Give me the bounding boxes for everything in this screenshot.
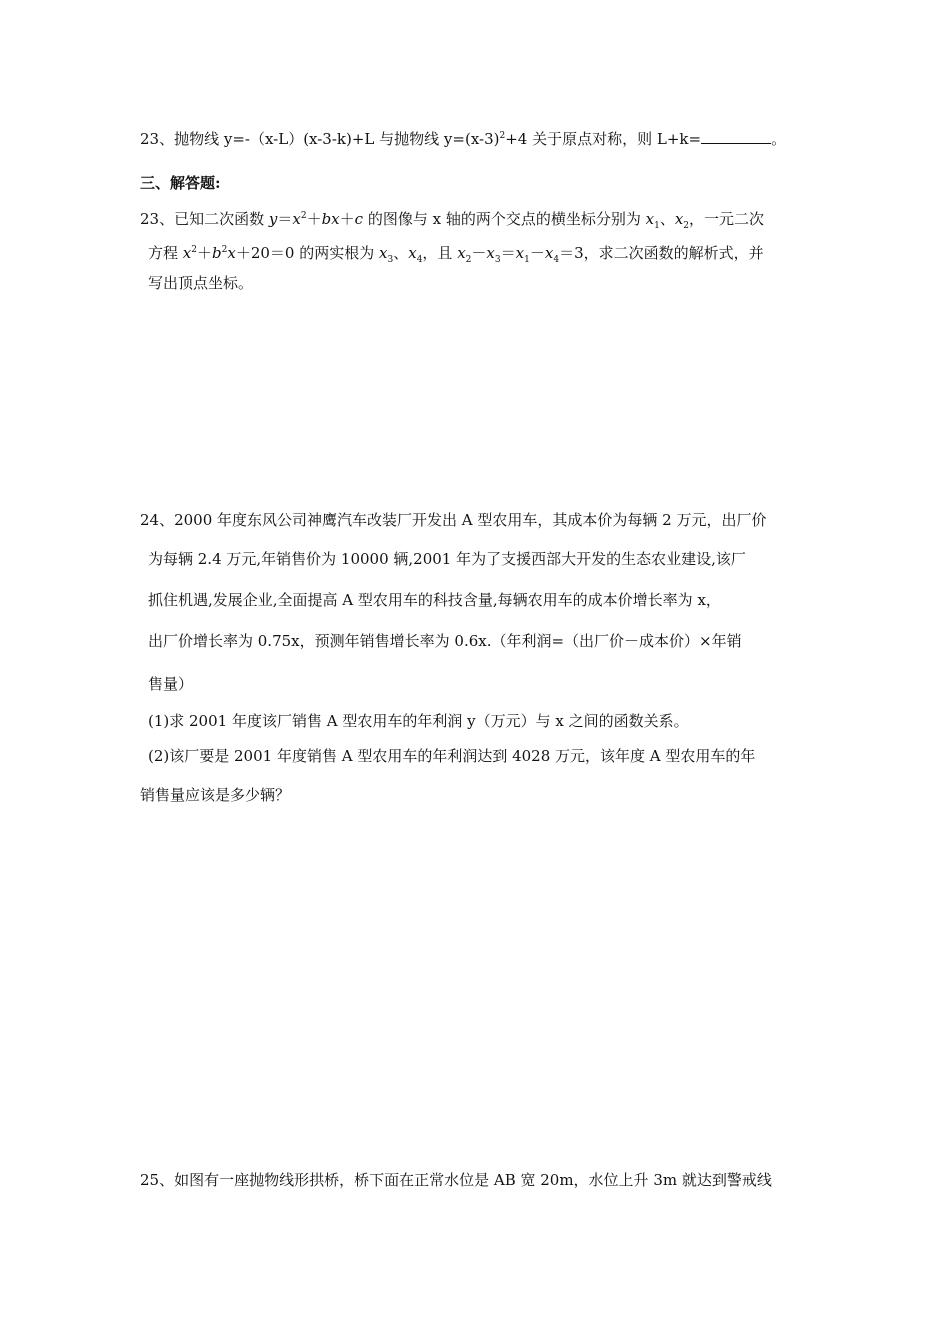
q25-line-1: 25、如图有一座抛物线形拱桥，桥下面在正常水位是 AB 宽 20m，水位上升 3m 就达到警戒线	[140, 1171, 772, 1189]
q23b-formula-1: $y=x^2+bx+c$	[268, 210, 364, 228]
q23a-text-end: 。	[771, 130, 787, 148]
q24-part-2-line-2: 销售量应该是多少辆？	[140, 786, 291, 804]
q23b-line2-suffix: ，求二次函数的解析式，并	[583, 244, 764, 262]
q23b-formula-2: $x^2+b^2x+20=0$	[182, 244, 295, 262]
q24-line-4: 出厂价增长率为 0.75x，预测年销售增长率为 0.6x.（年利润=（出厂价－成本价）×年销	[148, 632, 742, 650]
q24-line-3: 抓住机遇,发展企业,全面提高 A 型农用车的科技含量,每辆农用车的成本价增长率为 x，	[148, 591, 721, 609]
section-heading: 三、解答题:	[140, 174, 221, 192]
q24-part-2-line-1: (2)该厂要是 2001 年度销售 A 型农用车的年利润达到 4028 万元，该年度 A 型农用车的年	[148, 747, 756, 765]
q23b-line-2	[148, 240, 764, 270]
q23b-line2-prefix: 方程	[148, 244, 183, 262]
q24-line-5: 售量）	[148, 675, 194, 693]
q23a-text-before: 23、抛物线 y=-（x-L）(x-3-k)+L 与抛物线 y=(x-3)	[140, 130, 500, 148]
q23b-line1-mid: 的图像与 x 轴的两个交点的横坐标分别为	[363, 210, 646, 228]
q23b-line1-suffix: ，一元二次	[689, 210, 765, 228]
q23b-line2-mid: 的两实根为	[294, 244, 379, 262]
q23b-line1-prefix: 23、已知二次函数	[140, 210, 269, 228]
q23b-line-1	[140, 206, 764, 236]
q23b-roots-1: $x_1$、$x_2$	[645, 210, 690, 231]
question-23-fill-blank	[140, 126, 786, 149]
q24-part-1: (1)求 2001 年度该厂销售 A 型农用车的年利润 y（万元）与 x 之间的函数关系。	[148, 712, 689, 730]
q23b-line-3: 写出顶点坐标。	[148, 274, 254, 292]
answer-blank	[701, 129, 771, 144]
q24-line-2: 为每辆 2.4 万元,年销售价为 10000 辆,2001 年为了支援西部大开发的生态农业建设,该厂	[148, 550, 746, 568]
q24-line-1: 24、2000 年度东风公司神鹰汽车改装厂开发出 A 型农用车，其成本价为每辆 2 万元，出厂价	[140, 511, 767, 529]
q23b-roots-2: $x_3$、$x_4$，且 $x_2-x_3=x_1-x_4=3$	[379, 244, 584, 265]
q23a-text-after: +4 关于原点对称，则 L+k=	[505, 130, 702, 148]
q23a-superscript: 2	[499, 131, 506, 141]
